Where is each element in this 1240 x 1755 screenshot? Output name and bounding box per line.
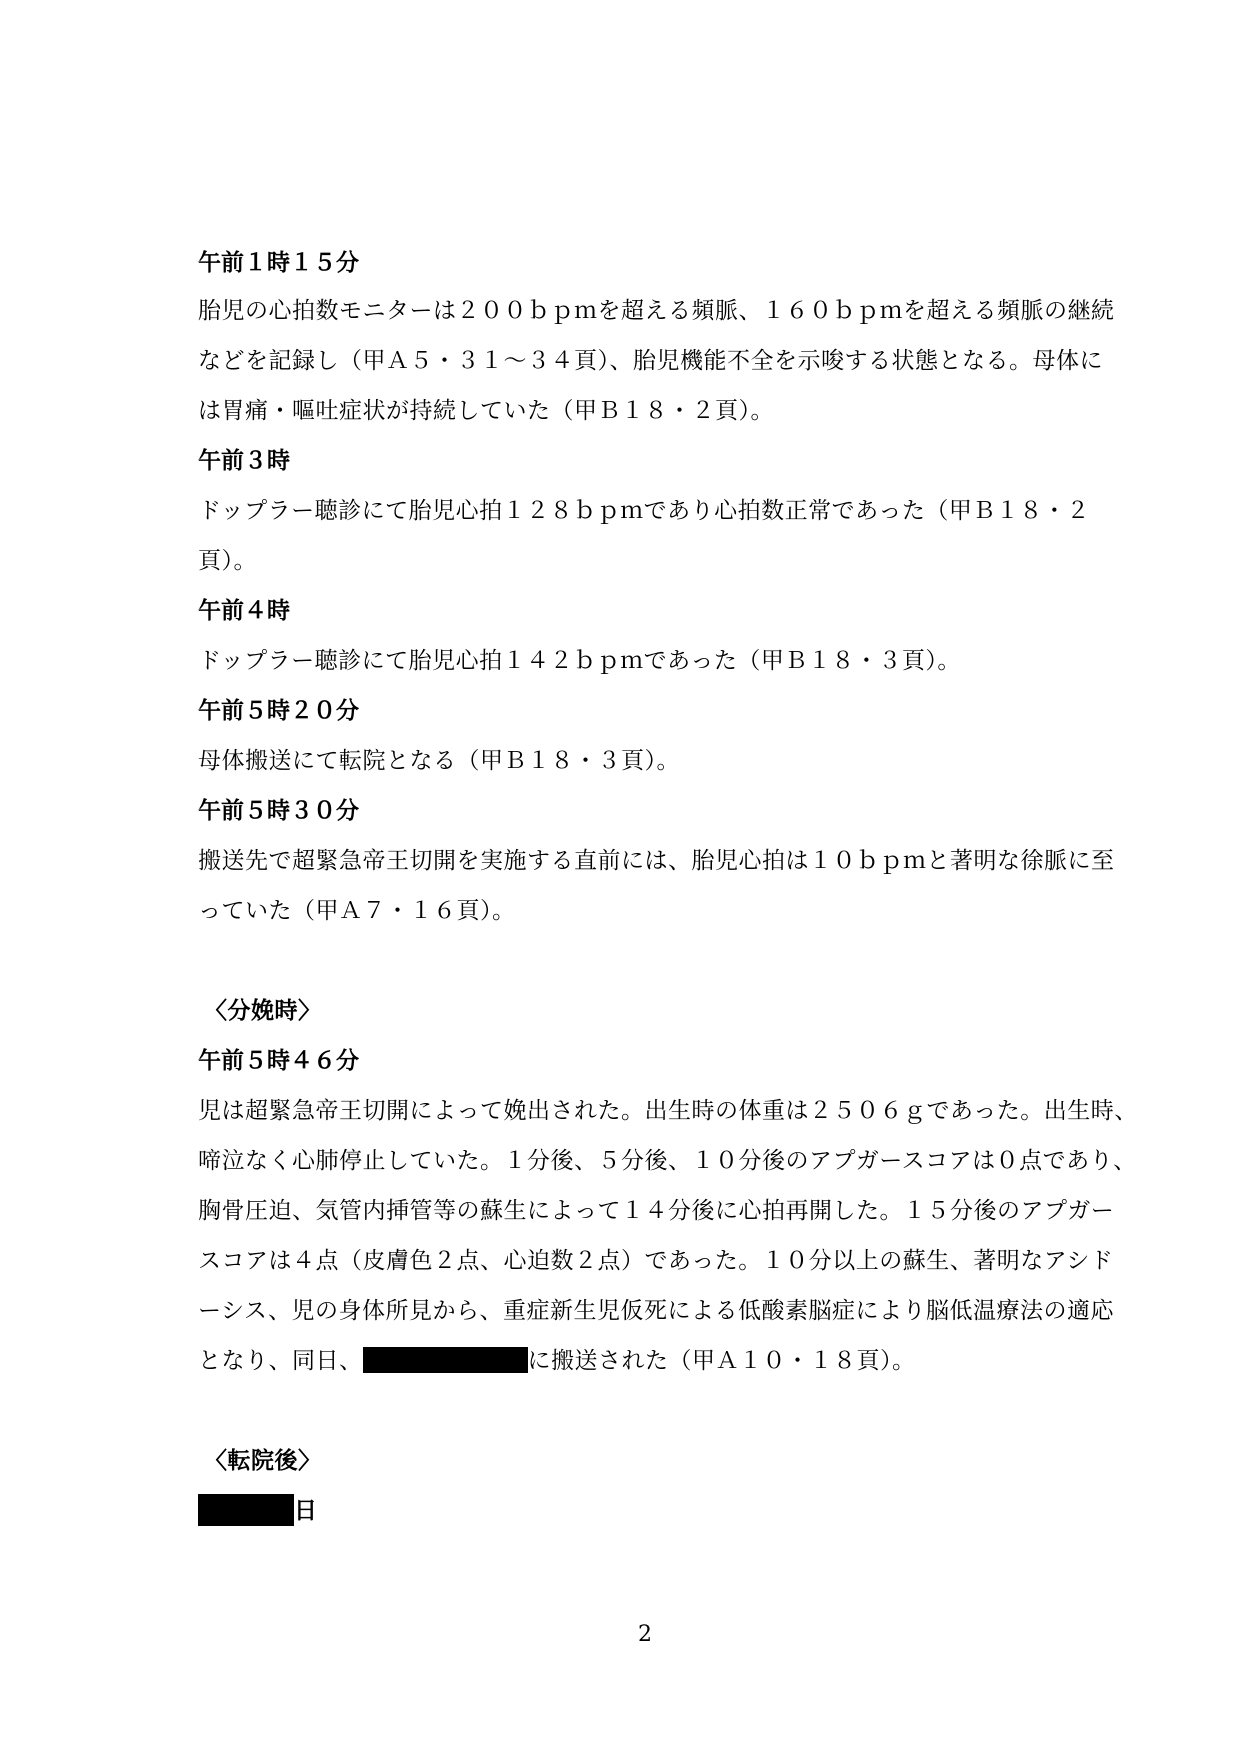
body-line: 頁）。 bbox=[198, 548, 257, 574]
body-line: っていた（甲Ａ７・１６頁）。 bbox=[198, 898, 516, 924]
body-line: は胃痛・嘔吐症状が持続していた（甲Ｂ１８・２頁）。 bbox=[198, 398, 774, 424]
body-line: ドップラー聴診にて胎児心拍１４２ｂｐｍであった（甲Ｂ１８・３頁）。 bbox=[198, 648, 961, 674]
body-line: ーシス、児の身体所見から、重症新生児仮死による低酸素脳症により脳低温療法の適応 bbox=[198, 1298, 1115, 1324]
body-line: 胎児の心拍数モニターは２００ｂｐｍを超える頻脈、１６０ｂｐｍを超える頻脈の継続 bbox=[198, 298, 1115, 324]
body-line: などを記録し（甲Ａ５・３１〜３４頁）、胎児機能不全を示唆する状態となる。母体に bbox=[198, 348, 1103, 374]
time-heading-0115: 午前１時１５分 bbox=[198, 249, 359, 276]
redaction-bar bbox=[198, 1494, 294, 1526]
time-heading-0530: 午前５時３０分 bbox=[198, 797, 359, 824]
body-line: スコアは４点（皮膚色２点、心迫数２点）であった。１０分以上の蘇生、著明なアシド bbox=[198, 1248, 1114, 1274]
body-text: となり、同日、 bbox=[198, 1348, 363, 1374]
redaction-bar bbox=[363, 1347, 528, 1373]
body-line: 搬送先で超緊急帝王切開を実施する直前には、胎児心拍は１０ｂｐｍと著明な徐脈に至 bbox=[198, 848, 1115, 874]
body-line: 胸骨圧迫、気管内挿管等の蘇生によって１４分後に心拍再開した。１５分後のアプガー bbox=[198, 1198, 1115, 1224]
time-heading-0300: 午前３時 bbox=[198, 447, 290, 474]
body-line: ドップラー聴診にて胎児心拍１２８ｂｐｍであり心拍数正常であった（甲Ｂ１８・２ bbox=[198, 498, 1090, 524]
time-heading-0400: 午前４時 bbox=[198, 597, 290, 624]
body-text: に搬送された（甲Ａ１０・１８頁）。 bbox=[527, 1348, 916, 1374]
page-number: 2 bbox=[638, 1622, 652, 1647]
date-suffix: 日 bbox=[294, 1497, 317, 1524]
body-line: 母体搬送にて転院となる（甲Ｂ１８・３頁）。 bbox=[198, 748, 680, 774]
time-heading-0520: 午前５時２０分 bbox=[198, 697, 359, 724]
body-line: 児は超緊急帝王切開によって娩出された。出生時の体重は２５０６ｇであった。出生時、 bbox=[198, 1098, 1138, 1124]
section-title-delivery: 〈分娩時〉 bbox=[204, 997, 322, 1024]
date-heading bbox=[198, 1496, 317, 1528]
section-title-after-transfer: 〈転院後〉 bbox=[204, 1447, 322, 1474]
body-line: 啼泣なく心肺停止していた。１分後、５分後、１０分後のアプガースコアは０点であり、 bbox=[198, 1148, 1137, 1174]
time-heading-0546: 午前５時４６分 bbox=[198, 1047, 359, 1074]
body-line-with-redaction bbox=[198, 1346, 916, 1376]
